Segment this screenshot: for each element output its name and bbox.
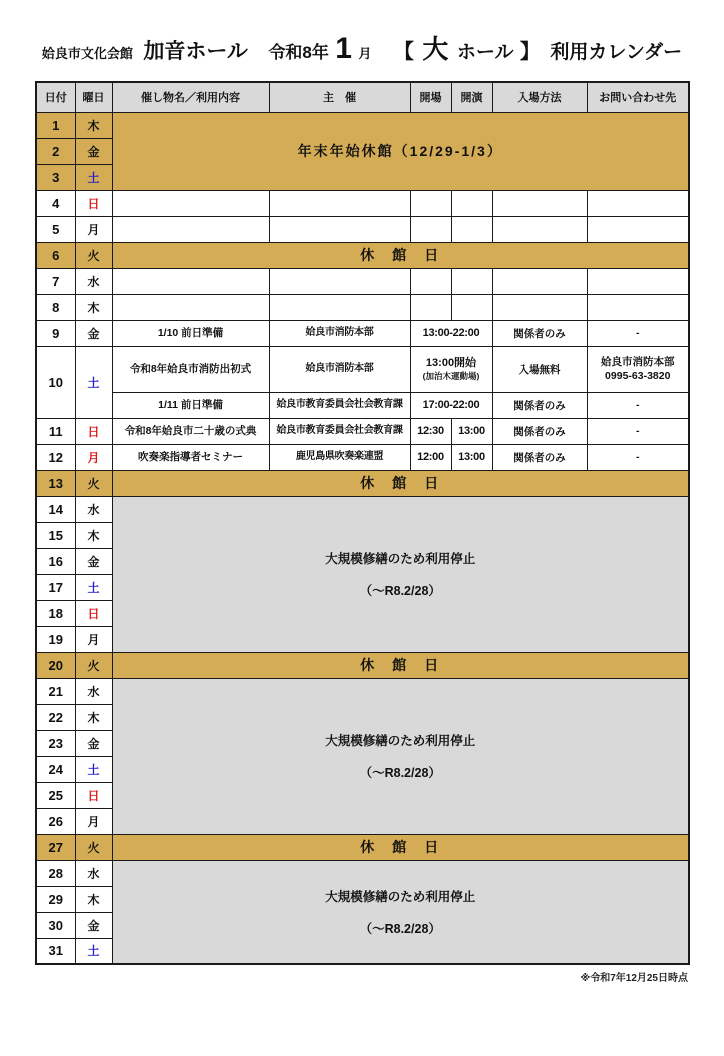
month-number: 1 (335, 32, 352, 65)
weekday-cell: 木 (75, 522, 112, 548)
column-header: 開場 (410, 82, 451, 112)
organizer-cell: 姶良市消防本部 (269, 320, 410, 346)
time-cell: 17:00-22:00 (410, 392, 492, 418)
weekday-cell: 金 (75, 912, 112, 938)
organizer-cell (269, 216, 410, 242)
calendar-row (36, 652, 689, 678)
date-cell: 12 (36, 444, 75, 470)
date-cell: 9 (36, 320, 75, 346)
column-header: 主 催 (269, 82, 410, 112)
date-cell: 18 (36, 600, 75, 626)
date-cell: 15 (36, 522, 75, 548)
empty-cell (451, 294, 492, 320)
hall-size-label: 大 (422, 34, 449, 64)
calendar-row (36, 190, 689, 216)
date-cell: 26 (36, 808, 75, 834)
event-name-cell: 令和8年姶良市消防出初式 (112, 346, 269, 392)
weekday-cell: 月 (75, 444, 112, 470)
date-cell: 31 (36, 938, 75, 964)
weekday-cell: 日 (75, 600, 112, 626)
weekday-cell: 土 (75, 346, 112, 418)
calendar-row (36, 112, 689, 138)
closure-banner-cell: 休 館 日 (112, 242, 689, 268)
hall-name: 加音ホール (143, 40, 248, 63)
weekday-cell: 火 (75, 470, 112, 496)
page-title (0, 32, 724, 71)
weekday-cell: 月 (75, 808, 112, 834)
weekday-cell: 木 (75, 294, 112, 320)
empty-cell (410, 216, 451, 242)
organizer-cell (269, 190, 410, 216)
date-cell: 22 (36, 704, 75, 730)
calendar-row (36, 268, 689, 294)
calendar-row (36, 496, 689, 522)
time-cell: 13:00 (451, 418, 492, 444)
weekday-cell: 水 (75, 268, 112, 294)
calendar-row (36, 242, 689, 268)
date-cell: 24 (36, 756, 75, 782)
contact-cell: 姶良市消防本部 0995-63-3820 (587, 346, 689, 392)
date-cell: 7 (36, 268, 75, 294)
calendar-row (36, 320, 689, 346)
date-cell: 28 (36, 860, 75, 886)
organizer-cell (269, 294, 410, 320)
column-header: 日付 (36, 82, 75, 112)
empty-cell (451, 268, 492, 294)
column-header: 入場方法 (492, 82, 587, 112)
bracket-right: 】 (519, 41, 540, 63)
weekday-cell: 木 (75, 704, 112, 730)
organizer-cell: 鹿児島県吹奏楽連盟 (269, 444, 410, 470)
date-cell: 8 (36, 294, 75, 320)
repair-notice-cell: 大規模修繕のため利用停止 （～R8.2/28） (112, 496, 689, 652)
calendar-row (36, 678, 689, 704)
calendar-row (36, 294, 689, 320)
weekday-cell: 金 (75, 320, 112, 346)
weekday-cell: 火 (75, 242, 112, 268)
date-cell: 19 (36, 626, 75, 652)
closure-banner-cell: 休 館 日 (112, 834, 689, 860)
weekday-cell: 金 (75, 138, 112, 164)
event-name-cell: 吹奏楽指導者セミナー (112, 444, 269, 470)
calendar-row (36, 216, 689, 242)
empty-cell (492, 216, 587, 242)
date-cell: 10 (36, 346, 75, 418)
empty-cell (410, 294, 451, 320)
time-cell: 12:30 (410, 418, 451, 444)
empty-cell (587, 190, 689, 216)
calendar-row (36, 418, 689, 444)
calendar-page (0, 32, 724, 1056)
event-name-cell (112, 268, 269, 294)
event-name-cell: 1/10 前日準備 (112, 320, 269, 346)
era-year: 令和8年 (268, 43, 329, 62)
weekday-cell: 日 (75, 782, 112, 808)
event-name-cell (112, 294, 269, 320)
date-cell: 4 (36, 190, 75, 216)
admission-cell: 入場無料 (492, 346, 587, 392)
event-name-cell (112, 190, 269, 216)
calendar-label: 利用カレンダー (550, 42, 683, 63)
weekday-cell: 土 (75, 938, 112, 964)
weekday-cell: 土 (75, 756, 112, 782)
contact-cell: - (587, 392, 689, 418)
admission-cell: 関係者のみ (492, 320, 587, 346)
repair-notice-cell: 大規模修繕のため利用停止 （～R8.2/28） (112, 860, 689, 964)
weekday-cell: 土 (75, 164, 112, 190)
column-header: 開演 (451, 82, 492, 112)
weekday-cell: 木 (75, 112, 112, 138)
date-cell: 13 (36, 470, 75, 496)
calendar-row (36, 392, 689, 418)
date-cell: 14 (36, 496, 75, 522)
date-cell: 5 (36, 216, 75, 242)
date-cell: 29 (36, 886, 75, 912)
empty-cell (587, 216, 689, 242)
weekday-cell: 日 (75, 418, 112, 444)
date-cell: 17 (36, 574, 75, 600)
weekday-cell: 火 (75, 834, 112, 860)
time-cell: 13:00開始 (加治木運動場) (410, 346, 492, 392)
contact-cell: - (587, 444, 689, 470)
empty-cell (410, 268, 451, 294)
calendar-row (36, 834, 689, 860)
calendar-row (36, 444, 689, 470)
calendar-row (36, 346, 689, 392)
date-cell: 30 (36, 912, 75, 938)
weekday-cell: 火 (75, 652, 112, 678)
date-cell: 11 (36, 418, 75, 444)
date-cell: 23 (36, 730, 75, 756)
contact-cell: - (587, 320, 689, 346)
closure-banner-cell: 休 館 日 (112, 652, 689, 678)
date-cell: 16 (36, 548, 75, 574)
column-header: 催し物名／利用内容 (112, 82, 269, 112)
month-label: 月 (358, 46, 372, 61)
as-of-date-note: ※令和7年12月25日時点 (580, 973, 688, 984)
weekday-cell: 月 (75, 216, 112, 242)
time-cell: 13:00 (451, 444, 492, 470)
calendar-row (36, 860, 689, 886)
date-cell: 6 (36, 242, 75, 268)
closure-banner-cell: 休 館 日 (112, 470, 689, 496)
date-cell: 25 (36, 782, 75, 808)
weekday-cell: 金 (75, 730, 112, 756)
hall-word: ホール (456, 42, 514, 63)
column-header: 曜日 (75, 82, 112, 112)
empty-cell (492, 294, 587, 320)
admission-cell: 関係者のみ (492, 392, 587, 418)
time-cell: 12:00 (410, 444, 451, 470)
repair-notice-cell: 大規模修繕のため利用停止 （～R8.2/28） (112, 678, 689, 834)
weekday-cell: 水 (75, 860, 112, 886)
empty-cell (410, 190, 451, 216)
weekday-cell: 水 (75, 496, 112, 522)
date-cell: 21 (36, 678, 75, 704)
header-row (36, 82, 689, 112)
organizer-cell (269, 268, 410, 294)
date-cell: 3 (36, 164, 75, 190)
date-cell: 20 (36, 652, 75, 678)
calendar-row (36, 470, 689, 496)
bracket-left: 【 (393, 41, 414, 63)
weekday-cell: 水 (75, 678, 112, 704)
weekday-cell: 土 (75, 574, 112, 600)
empty-cell (492, 190, 587, 216)
date-cell: 1 (36, 112, 75, 138)
empty-cell (451, 216, 492, 242)
admission-cell: 関係者のみ (492, 444, 587, 470)
contact-cell: - (587, 418, 689, 444)
admission-cell: 関係者のみ (492, 418, 587, 444)
event-name-cell: 1/11 前日準備 (112, 392, 269, 418)
weekday-cell: 金 (75, 548, 112, 574)
empty-cell (492, 268, 587, 294)
closure-banner-cell: 年末年始休館（12/29-1/3） (112, 112, 689, 190)
event-name-cell: 令和8年姶良市二十歳の式典 (112, 418, 269, 444)
weekday-cell: 月 (75, 626, 112, 652)
venue-name: 姶良市文化会館 (41, 46, 133, 61)
empty-cell (451, 190, 492, 216)
date-cell: 2 (36, 138, 75, 164)
empty-cell (587, 268, 689, 294)
event-name-cell (112, 216, 269, 242)
organizer-cell: 姶良市教育委員会社会教育課 (269, 418, 410, 444)
empty-cell (587, 294, 689, 320)
organizer-cell: 姶良市消防本部 (269, 346, 410, 392)
organizer-cell: 姶良市教育委員会社会教育課 (269, 392, 410, 418)
weekday-cell: 木 (75, 886, 112, 912)
weekday-cell: 日 (75, 190, 112, 216)
date-cell: 27 (36, 834, 75, 860)
usage-calendar-table (35, 81, 690, 965)
column-header: お問い合わせ先 (587, 82, 689, 112)
time-cell: 13:00-22:00 (410, 320, 492, 346)
